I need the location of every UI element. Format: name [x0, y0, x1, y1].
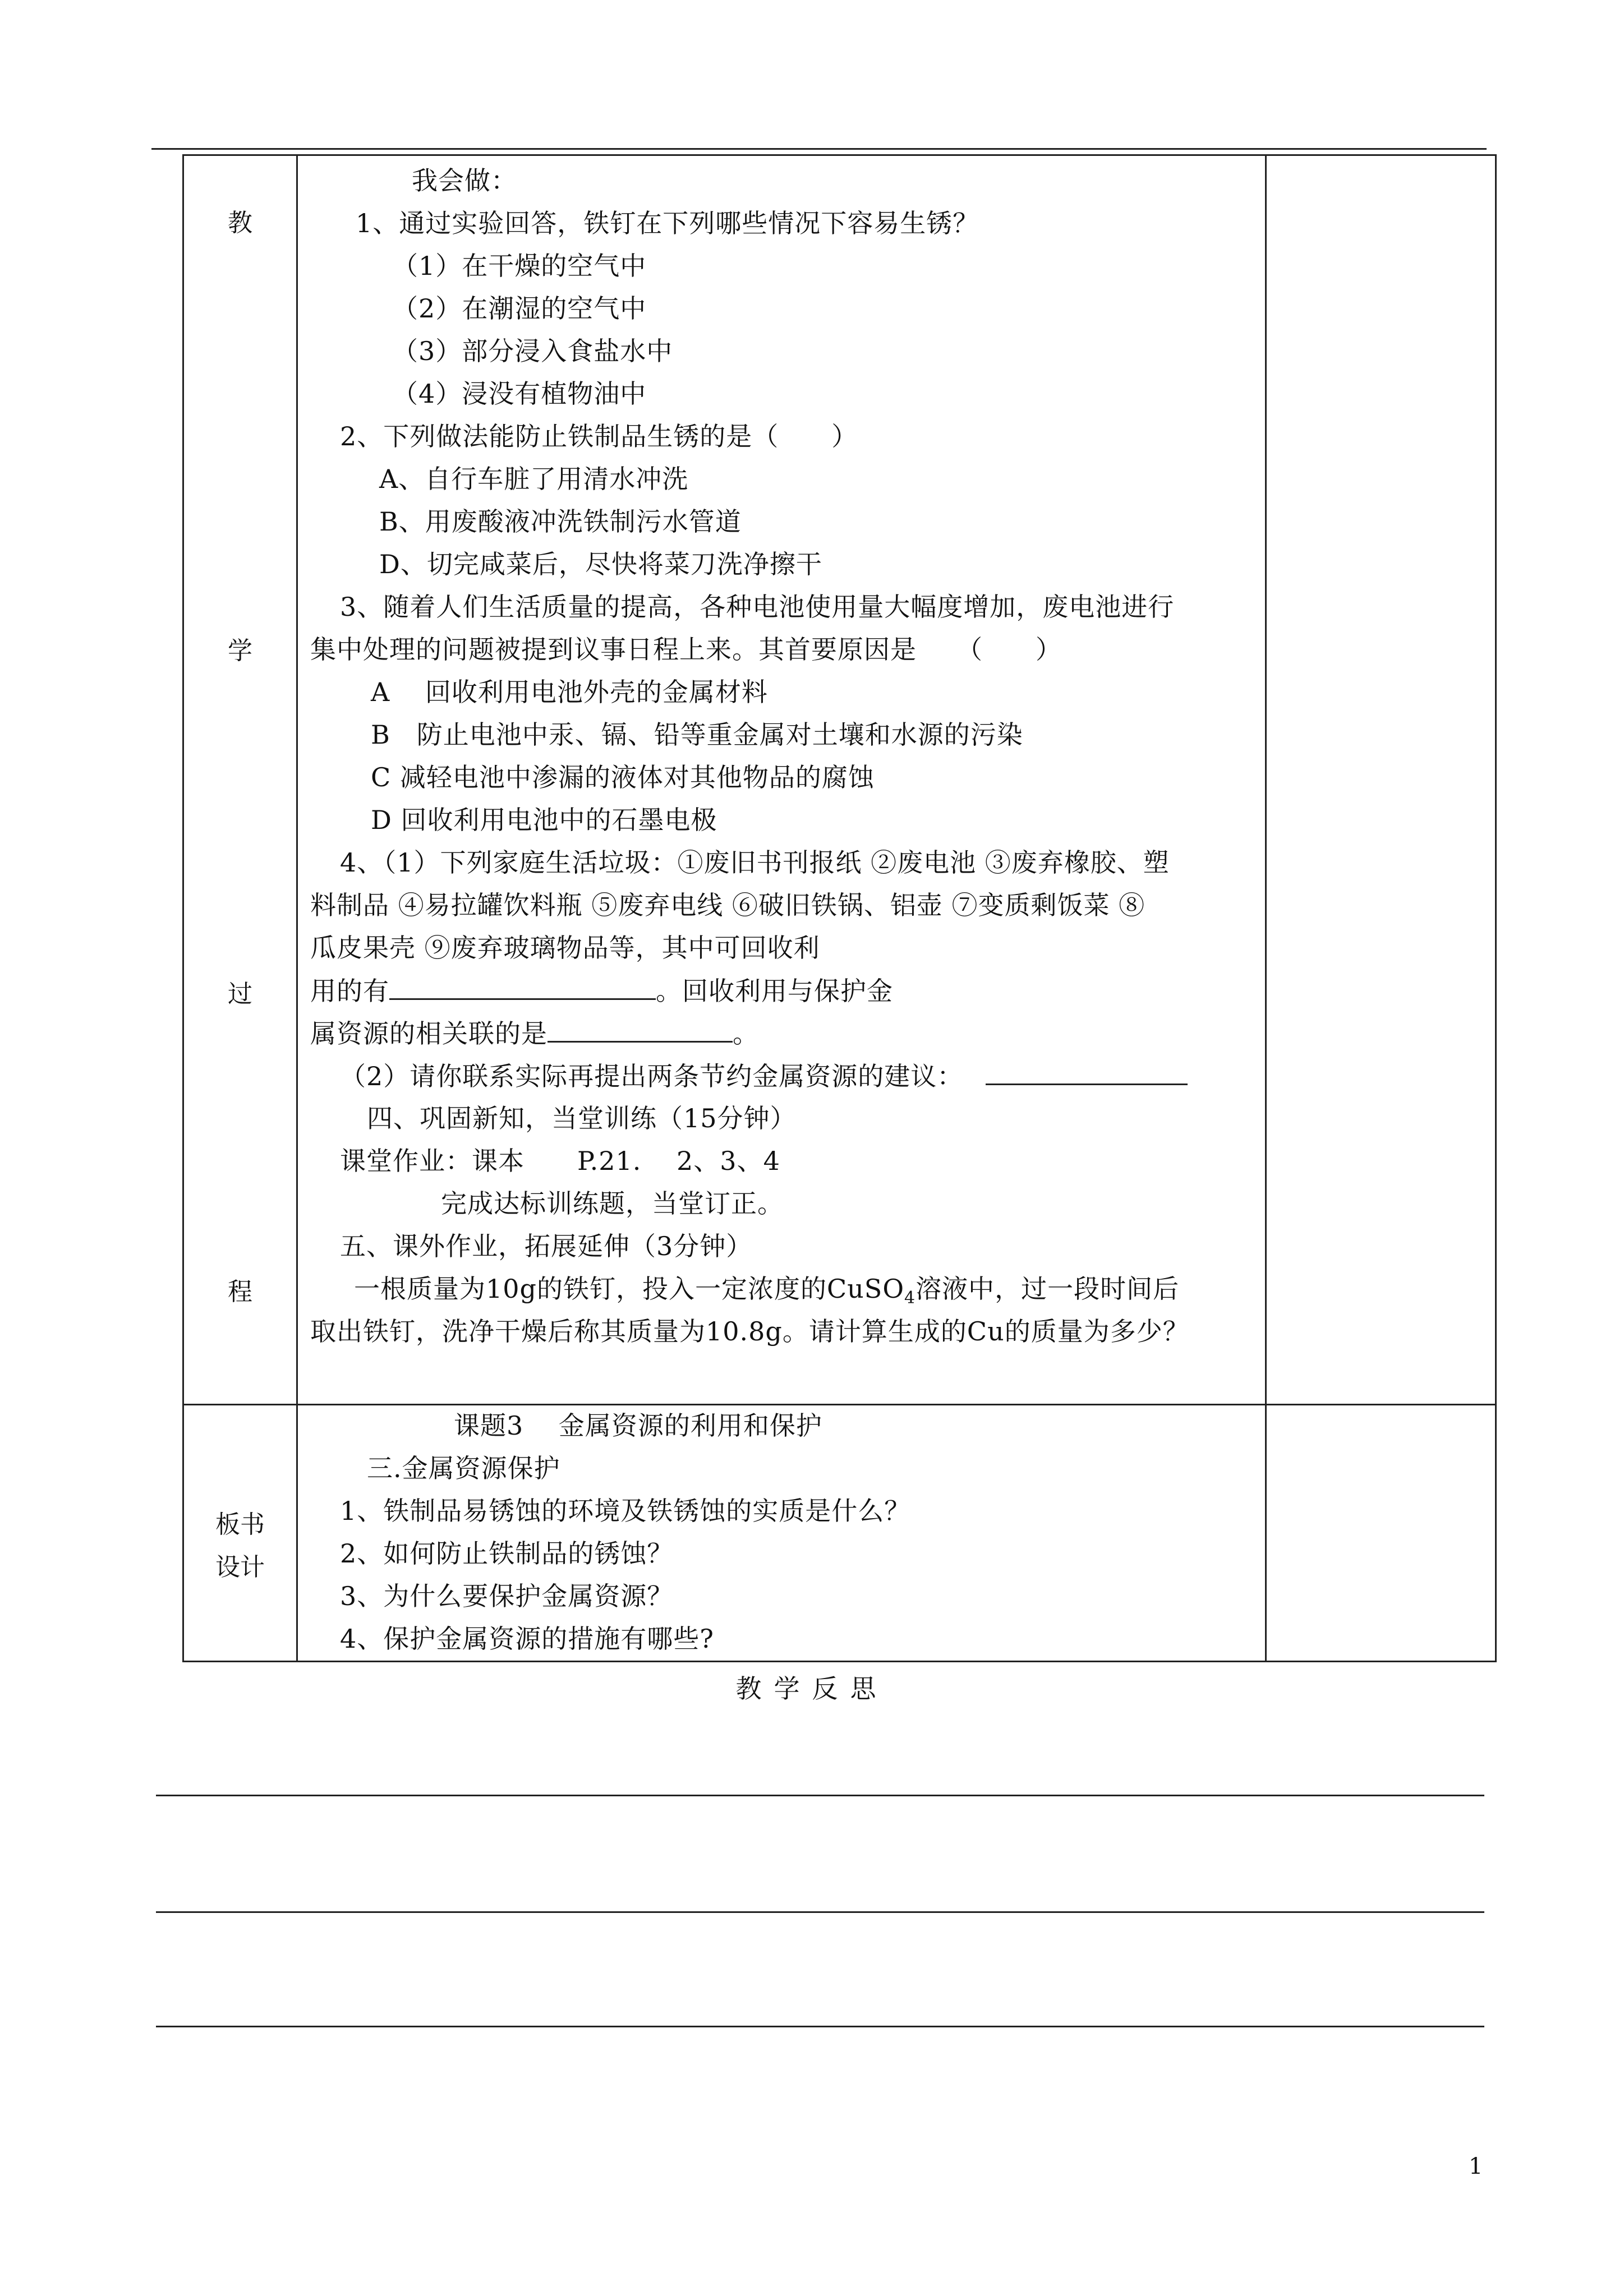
fill-suffix: 。回收利用与保护金: [656, 976, 893, 1006]
practice-heading: 四、巩固新知，当堂训练（15分钟）: [367, 1103, 797, 1133]
question-2-option: D、切完咸菜后，尽快将菜刀洗净擦干: [379, 549, 822, 579]
homework-heading: 五、课外作业，拓展延伸（3分钟）: [340, 1231, 753, 1261]
question-3: 3、随着人们生活质量的提高，各种电池使用量大幅度增加，废电池进行: [340, 592, 1175, 622]
classwork-line: 完成达标训练题，当堂订正。: [441, 1188, 784, 1219]
homework-text: 溶液中，过一段时间后: [915, 1274, 1180, 1304]
board-design-row: [183, 1405, 1496, 1662]
notes-cell: [1266, 155, 1496, 1405]
fill-suffix: 。: [733, 1018, 759, 1049]
question-1-option: （1）在干燥的空气中: [392, 251, 647, 281]
question-2: 2、下列做法能防止铁制品生锈的是（ ）: [340, 421, 858, 451]
fill-prefix: 用的有: [310, 976, 389, 1006]
answer-blank[interactable]: [986, 1059, 1188, 1085]
page-number: 1: [1469, 2154, 1483, 2179]
notes-cell: [1266, 1405, 1496, 1662]
question-1-option: （4）浸没有植物油中: [392, 379, 647, 409]
board-design-label: [184, 1504, 296, 1589]
question-1: 1、通过实验回答，铁钉在下列哪些情况下容易生锈？: [356, 208, 979, 238]
reflection-writing-line: [156, 1911, 1484, 1913]
teaching-process-content: [297, 155, 1266, 1405]
board-line: 1、铁制品易锈蚀的环境及铁锈蚀的实质是什么？: [340, 1496, 911, 1526]
question-4-part-2: [340, 1059, 1188, 1093]
board-design-content: [297, 1405, 1266, 1662]
question-3-option: C 减轻电池中渗漏的液体对其他物品的腐蚀: [371, 762, 875, 792]
fill-prefix: （2）请你联系实际再提出两条节约金属资源的建议：: [340, 1061, 964, 1091]
section-heading: 我会做：: [412, 165, 517, 196]
question-3-continued: 集中处理的问题被提到议事日程上来。其首要原因是 （ ）: [310, 634, 1062, 665]
homework-text: 一根质量为10g的铁钉，投入一定浓度的CuSO: [354, 1274, 905, 1304]
reflection-writing-line: [156, 1795, 1484, 1796]
question-1-option: （2）在潮湿的空气中: [392, 293, 647, 324]
side-label-char: 学: [228, 637, 252, 665]
homework-problem-continued: 取出铁钉，洗净干燥后称其质量为10.8g。请计算生成的Cu的质量为多少？: [310, 1316, 1189, 1347]
side-label-line: 设计: [215, 1553, 265, 1582]
homework-problem: [354, 1272, 1179, 1315]
answer-blank[interactable]: [389, 974, 656, 1000]
board-line: 2、如何防止铁制品的锈蚀？: [340, 1538, 674, 1569]
classwork-line: 课堂作业：课本 P.21. 2、3、4: [340, 1146, 780, 1176]
subscript: 4: [904, 1288, 916, 1308]
question-1-option: （3）部分浸入食盐水中: [392, 336, 673, 366]
reflection-writing-line: [156, 2026, 1484, 2027]
question-3-option: D 回收利用电池中的石墨电极: [371, 805, 717, 835]
answer-blank[interactable]: [548, 1016, 733, 1043]
board-line: 4、保护金属资源的措施有哪些?: [340, 1624, 714, 1654]
board-design-label-cell: [183, 1405, 297, 1662]
side-label-char: 程: [228, 1278, 252, 1306]
question-2-option: A、自行车脏了用清水冲洗: [379, 464, 689, 494]
board-line: 3、为什么要保护金属资源？: [340, 1581, 674, 1611]
question-3-option: A 回收利用电池外壳的金属材料: [371, 677, 768, 707]
question-4: 4、（1）下列家庭生活垃圾：①废旧书刊报纸 ②废电池 ③废弃橡胶、塑: [340, 847, 1170, 878]
question-4-fill-line: [310, 1016, 759, 1050]
side-label-char: 过: [228, 980, 252, 1008]
question-2-option: B、用废酸液冲洗铁制污水管道: [379, 506, 742, 537]
question-4-fill-line: [310, 974, 893, 1008]
side-label-line: 板书: [215, 1510, 265, 1539]
board-title: 课题3 金属资源的利用和保护: [454, 1410, 822, 1441]
question-3-option: B 防止电池中汞、镉、铅等重金属对土壤和水源的污染: [371, 720, 1023, 750]
teaching-process-row: [183, 155, 1496, 1405]
question-4-continued: 料制品 ④易拉罐饮料瓶 ⑤废弃电线 ⑥破旧铁锅、铝壶 ⑦变质剩饭菜 ⑧: [310, 890, 1145, 920]
header-rule: [151, 148, 1487, 150]
fill-prefix: 属资源的相关联的是: [310, 1018, 548, 1049]
question-4-continued: 瓜皮果壳 ⑨废弃玻璃物品等，其中可回收利: [310, 933, 820, 963]
reflection-title: 教学反思: [735, 1673, 889, 1704]
teaching-process-label-cell: [183, 155, 297, 1405]
side-label-char: 教: [228, 209, 252, 237]
lesson-plan-table: [182, 154, 1497, 1662]
board-line: 三.金属资源保护: [367, 1453, 560, 1483]
